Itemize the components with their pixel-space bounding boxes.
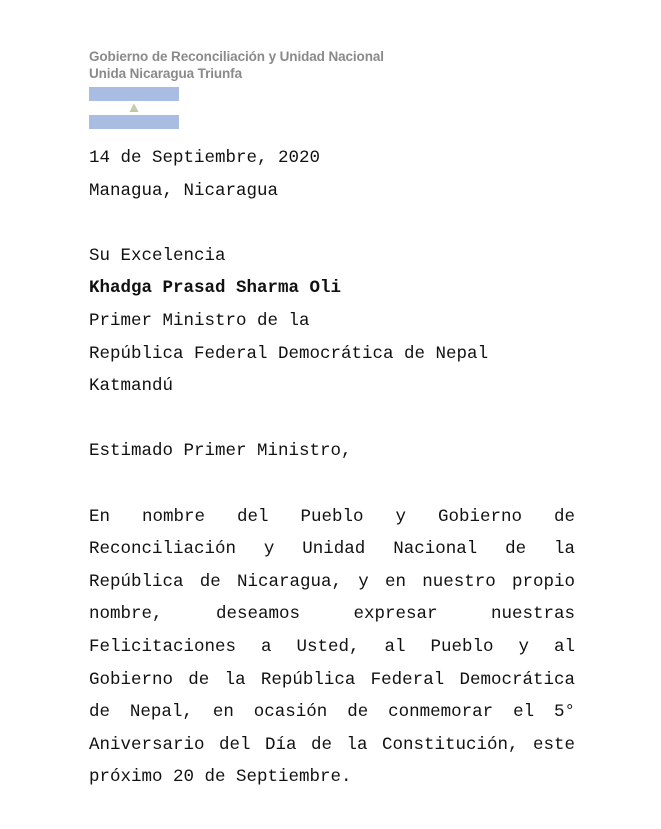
letterhead-slogan: Unida Nicaragua Triunfa bbox=[89, 66, 242, 81]
recipient-name: Khadga Prasad Sharma Oli bbox=[89, 278, 342, 299]
nicaragua-flag-icon bbox=[89, 87, 179, 129]
letterhead-government-name: Gobierno de Reconciliación y Unidad Nacional bbox=[89, 49, 384, 64]
letter-date: 14 de Septiembre, 2020 bbox=[89, 148, 321, 168]
salutation-title: Su Excelencia bbox=[89, 245, 226, 266]
letter-body bbox=[89, 142, 575, 794]
letter-place: Managua, Nicaragua bbox=[89, 180, 279, 201]
greeting: Estimado Primer Ministro, bbox=[89, 441, 352, 462]
body-paragraph: En nombre del Pueblo y Gobierno de Reconciliación y Unidad Nacional de la República de Nicaragua, y en nuestro propio nombre, deseamos expresar nuestras Felicitaciones a Usted, al Pueblo y al Gobierno de la República Federal Democrática de Nepal, en ocasión de conmemorar el 5° Aniversario del Día de la Constitución, este próximo 20 de Septiembre. bbox=[89, 506, 575, 788]
spacer bbox=[89, 468, 575, 501]
letterhead bbox=[89, 48, 384, 82]
spacer bbox=[89, 207, 575, 240]
recipient-country: República Federal Democrática de Nepal bbox=[89, 343, 489, 364]
recipient-role: Primer Ministro de la bbox=[89, 310, 310, 331]
recipient-city: Katmandú bbox=[89, 376, 174, 397]
spacer bbox=[89, 403, 575, 436]
